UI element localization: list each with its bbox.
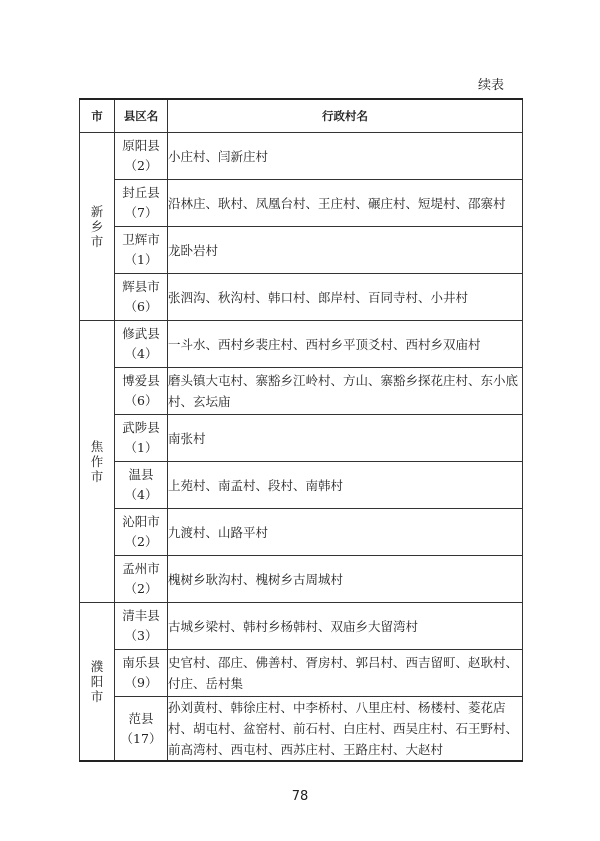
table-row [80,227,523,274]
villages-cell: 上苑村、南孟村、段村、南韩村 [168,462,523,509]
county-cell [115,274,168,321]
county-name: 孟州市 [122,561,160,576]
county-name: 原阳县 [122,138,160,153]
table-row [80,509,523,556]
table-row [80,274,523,321]
county-name: 辉县市 [122,279,160,294]
col-header-city: 市 [80,99,115,133]
county-name: 温县 [128,467,154,482]
table-row [80,462,523,509]
continued-label: 续表 [478,78,505,93]
city-cell [80,133,115,321]
county-name: 清丰县 [122,608,160,623]
city-name: 焦作市 [90,439,104,484]
city-cell [80,603,115,762]
table-row [80,603,523,650]
table-row [80,697,523,762]
county-cell [115,462,168,509]
county-cell [115,368,168,415]
county-cell [115,180,168,227]
county-name: 范县 [128,710,154,726]
table-row [80,321,523,368]
county-count: （17） [120,730,162,746]
county-cell [115,321,168,368]
villages-cell: 古城乡梁村、韩村乡杨韩村、双庙乡大留湾村 [168,603,523,650]
table-row [80,133,523,180]
county-name: 修武县 [122,326,160,341]
county-name: 沁阳市 [122,514,160,529]
col-header-villages: 行政村名 [168,99,523,133]
table-header-row [80,99,523,133]
city-name: 新乡市 [90,204,104,249]
villages-cell: 小庄村、闫新庄村 [168,133,523,180]
county-name: 封丘县 [122,185,160,200]
county-cell [115,227,168,274]
county-count: （2） [124,581,158,596]
city-cell [80,321,115,603]
county-count: （2） [124,534,158,549]
county-count: （1） [124,440,158,455]
county-count: （6） [124,393,158,408]
county-count: （9） [124,675,158,690]
county-count: （4） [124,346,158,361]
villages-cell: 孙刘黄村、韩徐庄村、中李桥村、八里庄村、杨楼村、菱花店村、胡屯村、盆窑村、前石村、白庄村、西吴庄村、石王野村、前高湾村、西屯村、西苏庄村、王路庄村、大赵村 [168,697,523,762]
table-row [80,368,523,415]
table-row [80,556,523,603]
county-count: （2） [124,158,158,173]
county-name: 博爱县 [122,373,160,388]
county-cell [115,509,168,556]
villages-cell: 磨头镇大屯村、寨豁乡江岭村、方山、寨豁乡探花庄村、东小底村、玄坛庙 [168,368,523,415]
county-cell [115,650,168,697]
villages-cell: 九渡村、山路平村 [168,509,523,556]
county-cell [115,603,168,650]
villages-cell: 张泗沟、秋沟村、韩口村、郎岸村、百同寺村、小井村 [168,274,523,321]
county-count: （4） [124,487,158,502]
county-cell [115,697,168,762]
villages-cell: 槐树乡耿沟村、槐树乡古周城村 [168,556,523,603]
page-number: 78 [291,789,309,804]
villages-cell: 龙卧岩村 [168,227,523,274]
county-cell [115,133,168,180]
county-count: （7） [124,205,158,220]
village-table [79,98,523,762]
villages-cell: 史官村、邵庄、佛善村、胥房村、郭吕村、西吉留町、赵耿村、付庄、岳村集 [168,650,523,697]
table-row [80,650,523,697]
villages-cell: 南张村 [168,415,523,462]
county-name: 南乐县 [122,655,160,670]
county-name: 卫辉市 [122,232,160,247]
table-row [80,180,523,227]
county-cell [115,556,168,603]
county-count: （6） [124,299,158,314]
county-name: 武陟县 [122,420,160,435]
county-cell [115,415,168,462]
col-header-county: 县区名 [115,99,168,133]
table-row [80,415,523,462]
city-name: 濮阳市 [90,659,104,704]
county-count: （1） [124,252,158,267]
villages-cell: 沿林庄、耿村、凤凰台村、王庄村、碾庄村、短堤村、邵寨村 [168,180,523,227]
county-count: （3） [124,628,158,643]
villages-cell: 一斗水、西村乡裴庄村、西村乡平顶爻村、西村乡双庙村 [168,321,523,368]
